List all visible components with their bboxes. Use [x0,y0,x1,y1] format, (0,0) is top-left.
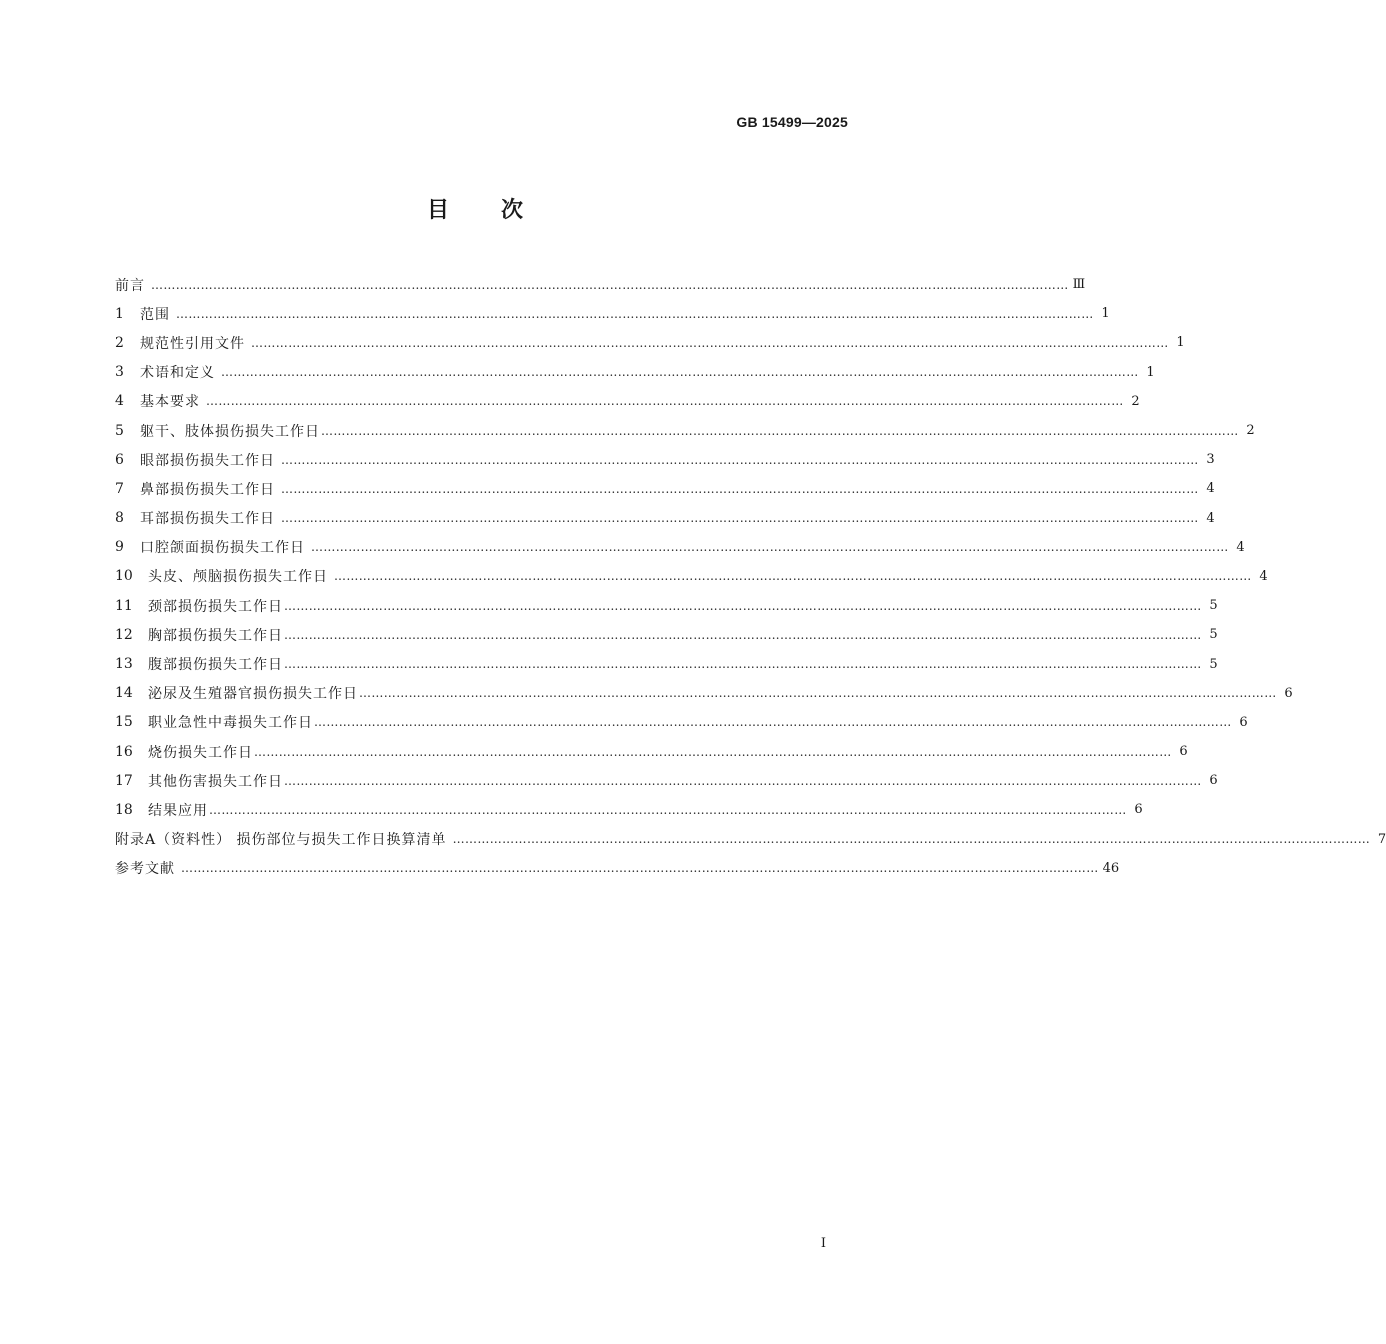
toc-entry-label: 前言 [115,277,145,294]
toc-leader-dots: …………………………………………………………………………………………………………………………………………………………………………………………………… [251,335,1169,350]
toc-entry-page: 3 [1206,452,1215,468]
toc-leader-dots: …………………………………………………………………………………………………………………………………………………………………………………………………… [314,715,1232,730]
toc-title: 目次 [426,198,575,223]
toc-leader-dots: …………………………………………………………………………………………………………………………………………………………………………………………………… [281,452,1199,467]
toc-entry-16[interactable] [115,737,1188,766]
toc-entry-8[interactable] [115,504,1215,533]
toc-entry-label: 胸部损伤损失工作日 [148,627,283,644]
toc-entry-label: 术语和定义 [140,365,215,382]
toc-entry-number: 16 [115,743,133,760]
toc-leader-dots: …………………………………………………………………………………………………………………………………………………………………………………………………… [254,744,1172,759]
toc-entry-5[interactable] [115,416,1255,445]
toc-entry-6[interactable] [115,445,1215,474]
toc-entry-page: 4 [1259,568,1268,584]
toc-entry-13[interactable] [115,649,1218,678]
toc-leader-dots: …………………………………………………………………………………………………………………………………………………………………………………………………… [284,598,1202,613]
toc-leader-dots: …………………………………………………………………………………………………………………………………………………………………………………………………… [284,657,1202,672]
toc-entry-page: 46 [1102,860,1120,876]
toc-entry-1[interactable] [115,299,1110,328]
toc-leader-dots: …………………………………………………………………………………………………………………………………………………………………………………………………… [334,569,1252,584]
toc-entry-page: 6 [1239,714,1248,730]
toc-entry-number: 6 [115,451,124,468]
toc-entry-number: 11 [115,597,133,614]
toc-entry-page: 1 [1101,306,1110,322]
toc-entry-7[interactable] [115,474,1215,503]
toc-entry-number: 17 [115,772,133,789]
toc-entry-15[interactable] [115,708,1248,737]
toc-entry-page: 1 [1146,364,1155,380]
toc-entry-label: 腹部损伤损失工作日 [148,657,283,674]
page-number: Ⅰ [820,1236,826,1251]
toc-entry-label: 范围 [140,306,170,323]
toc-entry-number: 1 [115,305,124,322]
toc-entry-page: 5 [1209,656,1218,672]
toc-entry-17[interactable] [115,766,1218,795]
toc-entry-page: 7 [1377,831,1386,847]
toc-entry-number: 15 [115,714,133,731]
toc-entry-label: 躯干、肢体损伤损失工作日 [140,423,320,440]
toc-entry-14[interactable] [115,679,1293,708]
toc-leader-dots: …………………………………………………………………………………………………………………………………………………………………………………………………… [321,423,1239,438]
toc-leader-dots: …………………………………………………………………………………………………………………………………………………………………………………………………… [452,832,1371,847]
toc-entry-number: 4 [115,393,124,410]
toc-entry-page: 6 [1284,685,1293,701]
standard-code: GB 15499—2025 [736,114,848,130]
toc-leader-dots: …………………………………………………………………………………………………………………………………………………………………………………………………… [176,306,1094,321]
toc-entry-foreword[interactable] [115,270,1086,299]
toc-entry-number: 5 [115,422,124,439]
toc-leader-dots: …………………………………………………………………………………………………………………………………………………………………………………………………… [206,394,1124,409]
toc-entry-annex-a[interactable] [115,825,1386,854]
toc-entry-number: 3 [115,364,124,381]
toc-entry-label: 颈部损伤损失工作日 [148,598,283,615]
toc-entry-label: 烧伤损失工作日 [148,744,253,761]
toc-entry-label: 基本要求 [140,394,200,411]
toc-entry-label: 规范性引用文件 [140,335,245,352]
table-of-contents [115,270,1386,883]
toc-leader-dots: …………………………………………………………………………………………………………………………………………………………………………………………………… [281,481,1199,496]
toc-entry-label: 其他伤害损失工作日 [148,773,283,790]
toc-entry-page: Ⅲ [1072,277,1086,293]
toc-leader-dots: …………………………………………………………………………………………………………………………………………………………………………………………………… [151,277,1069,292]
toc-entry-3[interactable] [115,358,1155,387]
toc-leader-dots: …………………………………………………………………………………………………………………………………………………………………………………………………… [359,686,1277,701]
toc-entry-page: 6 [1134,802,1143,818]
toc-entry-10[interactable] [115,562,1268,591]
toc-leader-dots: …………………………………………………………………………………………………………………………………………………………………………………………………… [209,802,1127,817]
toc-entry-number: 12 [115,626,133,643]
toc-entry-label: 附录A（资料性） 损伤部位与损失工作日换算清单 [115,832,447,849]
toc-entry-page: 5 [1209,627,1218,643]
toc-entry-2[interactable] [115,328,1185,357]
toc-leader-dots: …………………………………………………………………………………………………………………………………………………………………………………………………… [284,627,1202,642]
toc-entry-label: 职业急性中毒损失工作日 [148,715,313,732]
toc-entry-label: 口腔颌面损伤损失工作日 [140,540,305,557]
toc-entry-number: 2 [115,334,124,351]
toc-leader-dots: …………………………………………………………………………………………………………………………………………………………………………………………………… [311,540,1229,555]
toc-entry-page: 5 [1209,598,1218,614]
toc-leader-dots: …………………………………………………………………………………………………………………………………………………………………………………………………… [284,773,1202,788]
toc-leader-dots: …………………………………………………………………………………………………………………………………………………………………………………………………… [181,861,1099,876]
toc-leader-dots: …………………………………………………………………………………………………………………………………………………………………………………………………… [281,511,1199,526]
toc-entry-page: 4 [1206,481,1215,497]
toc-entry-4[interactable] [115,387,1140,416]
toc-entry-9[interactable] [115,533,1245,562]
toc-entry-number: 18 [115,801,133,818]
toc-entry-12[interactable] [115,620,1218,649]
toc-entry-label: 泌尿及生殖器官损伤损失工作日 [148,686,358,703]
toc-entry-number: 9 [115,539,124,556]
toc-entry-page: 6 [1179,744,1188,760]
toc-entry-label: 头皮、颅脑损伤损失工作日 [148,569,328,586]
toc-entry-page: 6 [1209,773,1218,789]
toc-entry-number: 14 [115,685,133,702]
toc-entry-11[interactable] [115,591,1218,620]
toc-entry-page: 4 [1236,539,1245,555]
toc-entry-18[interactable] [115,795,1143,824]
toc-leader-dots: …………………………………………………………………………………………………………………………………………………………………………………………………… [221,365,1139,380]
toc-entry-label: 鼻部损伤损失工作日 [140,481,275,498]
toc-entry-number: 10 [115,568,133,585]
toc-entry-page: 4 [1206,510,1215,526]
toc-entry-label: 眼部损伤损失工作日 [140,452,275,469]
toc-entry-page: 2 [1246,423,1255,439]
toc-entry-label: 耳部损伤损失工作日 [140,511,275,528]
toc-entry-label: 参考文献 [115,861,175,878]
toc-entry-page: 2 [1131,393,1140,409]
toc-entry-number: 8 [115,510,124,527]
toc-entry-label: 结果应用 [148,802,208,819]
toc-entry-bibliography[interactable] [115,854,1120,883]
toc-entry-page: 1 [1176,335,1185,351]
toc-entry-number: 13 [115,656,133,673]
toc-entry-number: 7 [115,480,124,497]
